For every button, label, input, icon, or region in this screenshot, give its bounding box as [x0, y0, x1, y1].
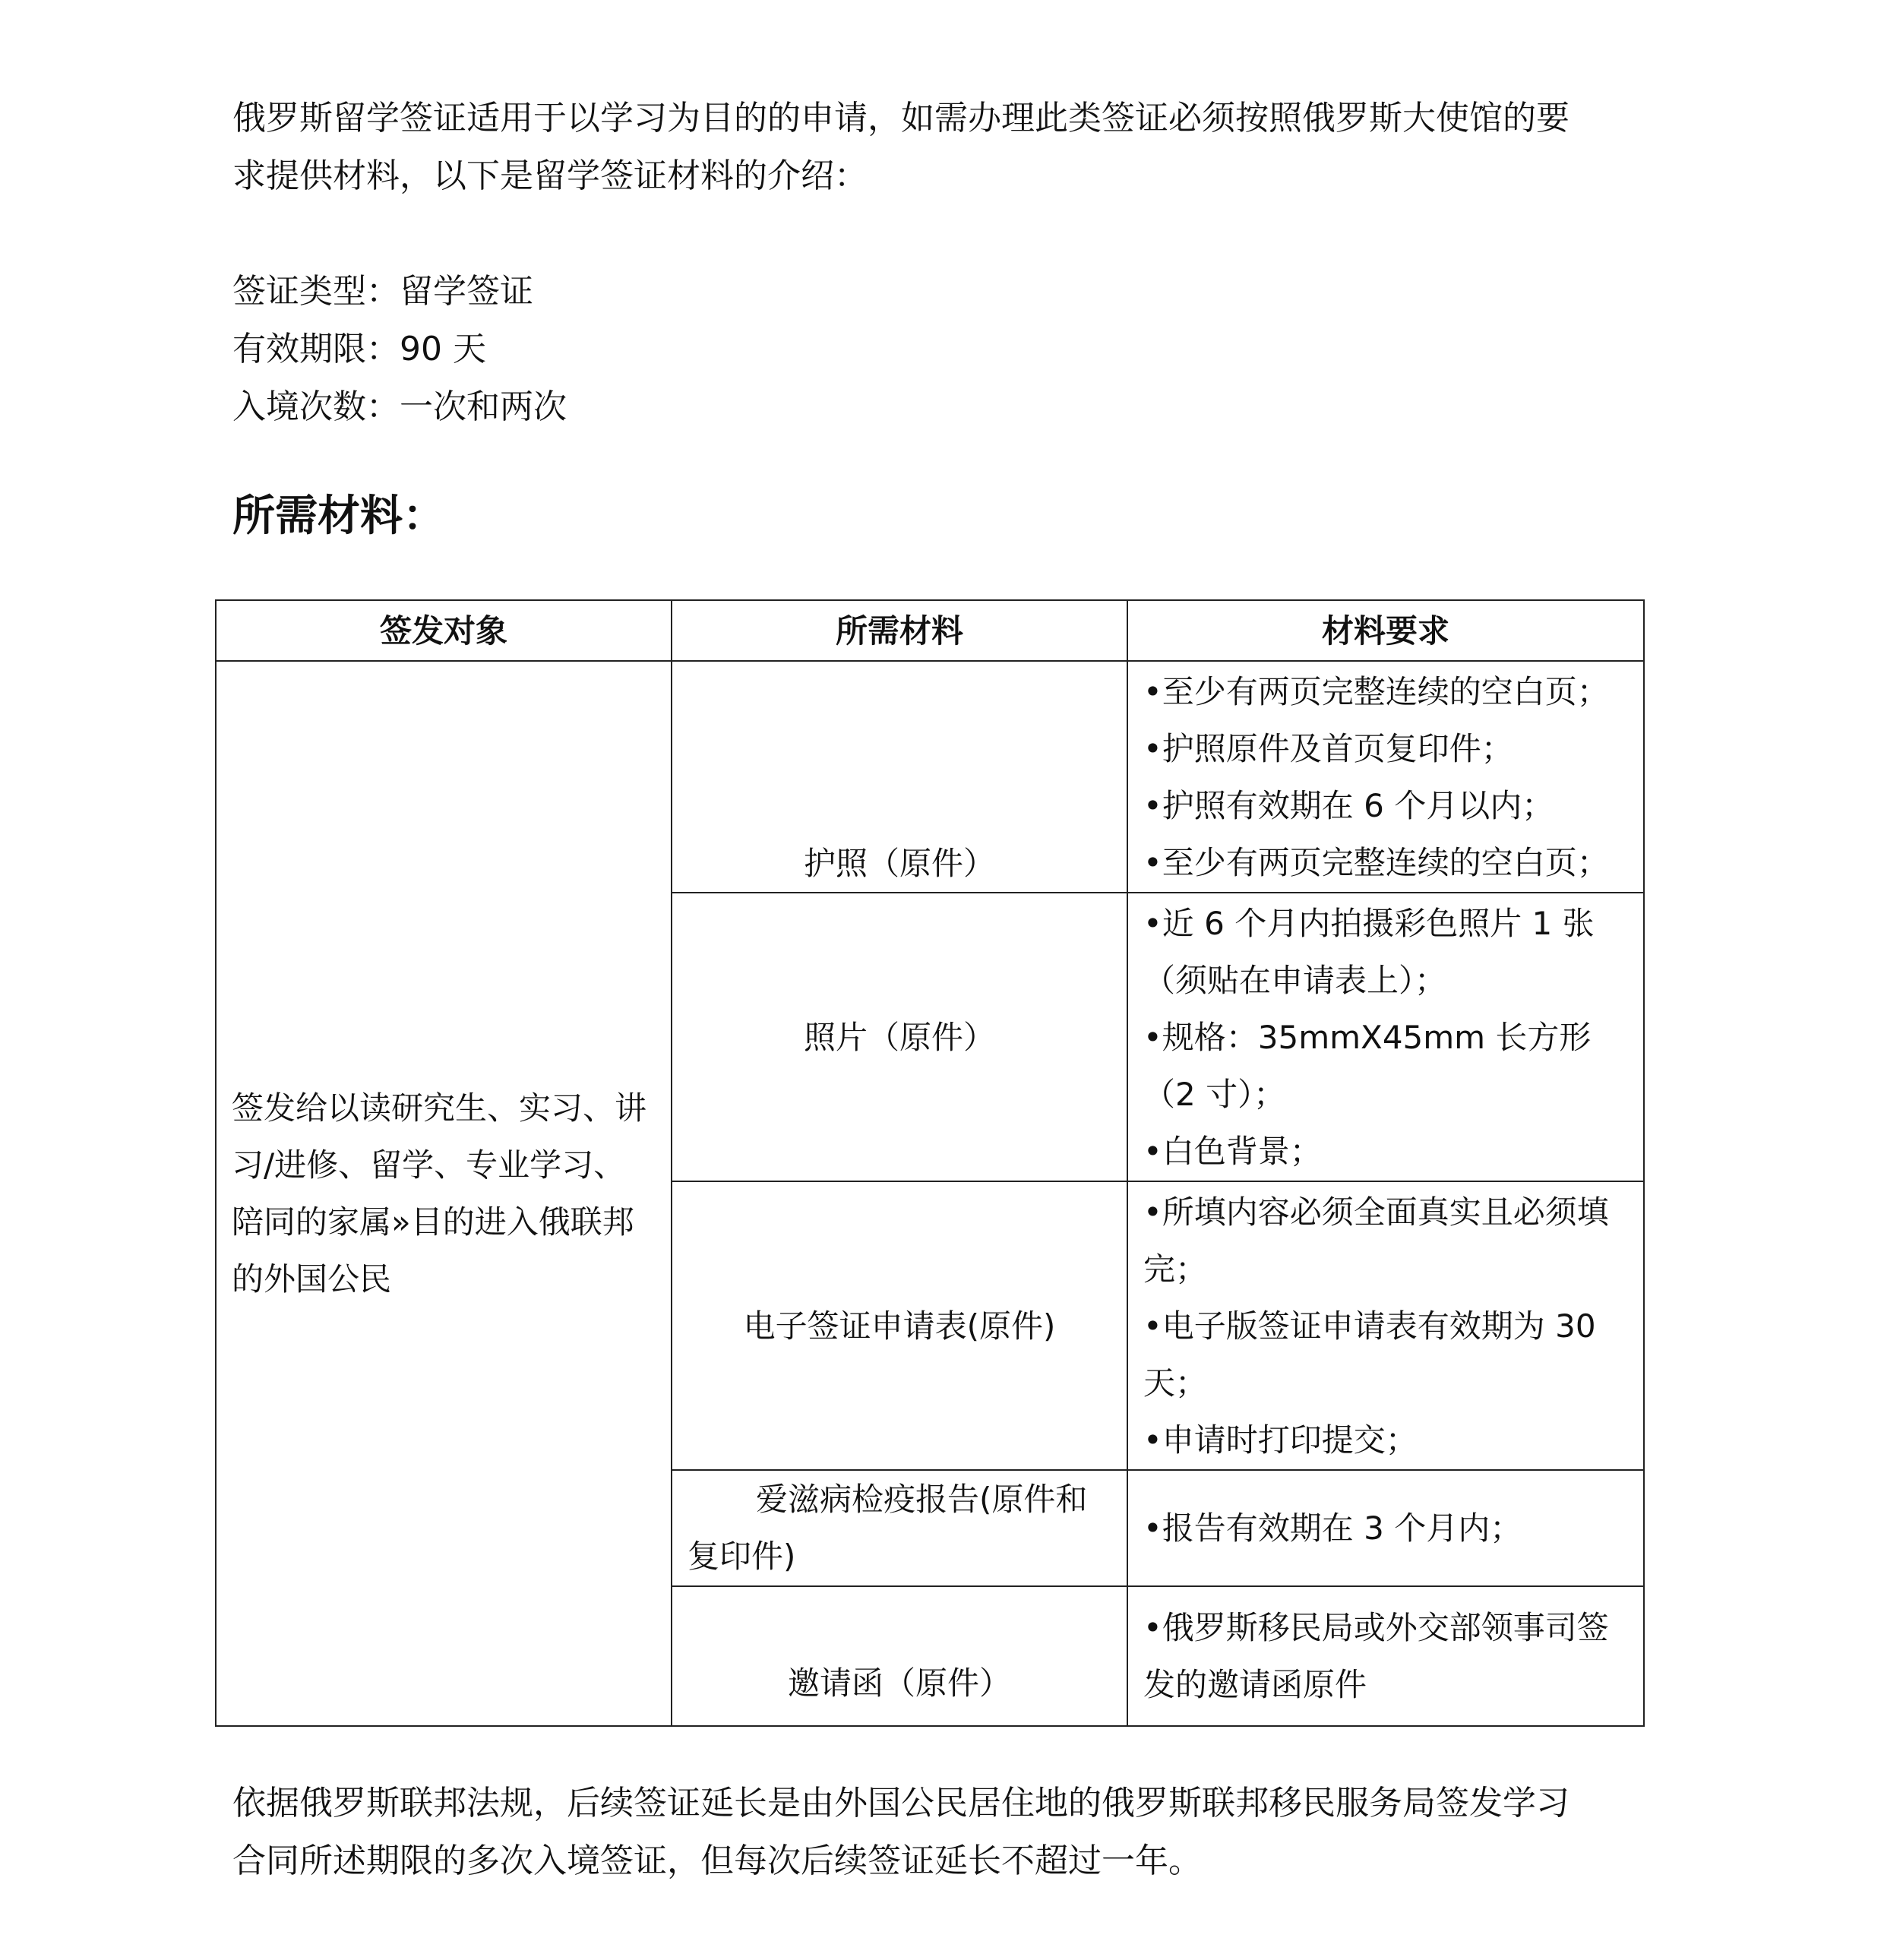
requirement-item: •至少有两页完整连续的空白页；: [1143, 843, 1609, 881]
requirement-item: •规格：35mmX45mm 长方形（2 寸）；: [1143, 1018, 1592, 1113]
requirement-item: •俄罗斯移民局或外交部领事司签发的邀请函原件: [1143, 1609, 1609, 1703]
requirements-passport: [1127, 661, 1644, 893]
material-photo: 照片（原件）: [672, 893, 1127, 1181]
requirement-item: •电子版签证申请表有效期为 30 天；: [1143, 1307, 1596, 1402]
material-invitation: 邀请函（原件）: [672, 1586, 1127, 1726]
visa-info: [232, 263, 567, 436]
material-passport: 护照（原件）: [672, 661, 1127, 893]
requirement-item: •所填内容必须全面真实且必须填完；: [1143, 1193, 1609, 1288]
requirement-item: •近 6 个月内拍摄彩色照片 1 张（须贴在申请表上）；: [1143, 904, 1595, 999]
intro-line-2: 求提供材料，以下是留学签证材料的介绍：: [232, 156, 868, 195]
materials-table: [215, 599, 1645, 1727]
requirements-aids-report: [1127, 1470, 1644, 1586]
section-title: 所需材料：: [232, 492, 445, 541]
header-material: 所需材料: [672, 600, 1127, 661]
requirements-photo: [1127, 893, 1644, 1181]
header-target: 签发对象: [216, 600, 672, 661]
requirement-item: •报告有效期在 3 个月内；: [1143, 1510, 1522, 1547]
requirement-item: •护照有效期在 6 个月以内；: [1143, 786, 1554, 824]
intro-line-1: 俄罗斯留学签证适用于以学习为目的的申请，如需办理此类签证必须按照俄罗斯大使馆的要: [232, 99, 1569, 138]
table-row: [216, 661, 1644, 893]
outro-paragraph: [232, 1775, 1600, 1890]
outro-line-1: 依据俄罗斯联邦法规，后续签证延长是由外国公民居住地的俄罗斯联邦移民服务局签发学习: [232, 1784, 1569, 1822]
intro-paragraph: [232, 90, 1600, 205]
outro-line-2: 合同所述期限的多次入境签证，但每次后续签证延长不超过一年。: [232, 1841, 1202, 1880]
header-requirements: 材料要求: [1127, 600, 1644, 661]
visa-validity: 有效期限：90 天: [232, 330, 486, 368]
material-aids-report: [672, 1470, 1127, 1586]
material-aids-report-label: 爱滋病检疫报告(原件和复印件): [688, 1481, 1088, 1575]
visa-type: 签证类型：留学签证: [232, 272, 533, 311]
requirement-item: •申请时打印提交；: [1143, 1421, 1418, 1459]
visa-entries: 入境次数：一次和两次: [232, 387, 567, 426]
requirement-item: •护照原件及首页复印件；: [1143, 729, 1513, 767]
requirements-invitation: [1127, 1586, 1644, 1726]
requirements-application-form: [1127, 1181, 1644, 1470]
requirement-item: •白色背景；: [1143, 1132, 1322, 1170]
requirement-item: •至少有两页完整连续的空白页；: [1143, 672, 1609, 710]
material-application-form: 电子签证申请表(原件): [672, 1181, 1127, 1470]
table-header-row: [216, 600, 1644, 661]
target-cell: 签发给以读研究生、实习、讲习/进修、留学、专业学习、陪同的家属»目的进入俄联邦的外国公民: [216, 661, 672, 1726]
